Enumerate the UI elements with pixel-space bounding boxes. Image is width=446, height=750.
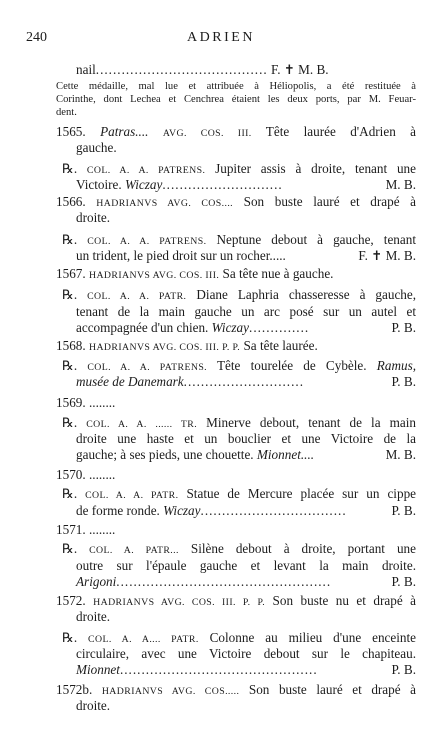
- obverse-legend: AVG. COS. III.: [162, 128, 252, 139]
- obverse-legend: HADRIANVS AVG. COS. III. P. P.: [88, 342, 241, 353]
- reverse-legend: COL. A. A. PATR.: [87, 291, 187, 302]
- reverse-legend: COL. A. A. PATRENS.: [87, 236, 207, 247]
- reverse-legend: COL. A. A. PATRENS.: [86, 165, 206, 176]
- obverse-legend: HADRIANVS AVG. COS.....: [101, 686, 240, 697]
- entry-1567-obverse: [56, 266, 333, 284]
- rarity-mark: F. ✝ M. B.: [358, 248, 416, 263]
- entry-1568-obverse: [56, 338, 318, 356]
- entry-number: 1572b.: [56, 682, 93, 697]
- entry-1572-reverse-cont2: [76, 662, 416, 678]
- entry-1568-reverse-cont: [76, 374, 416, 390]
- entry-number: 1567.: [56, 266, 86, 281]
- reverse-legend: COL. A. A. ...... TR.: [86, 419, 198, 430]
- reverse-description-cont: gauche; à ses pieds, une chouette.: [76, 447, 254, 462]
- entry-1570-reverse-cont: [76, 503, 416, 519]
- entry-top-line: [76, 62, 416, 78]
- page-header: [26, 30, 416, 50]
- entry-number: 1566.: [56, 194, 86, 209]
- leader-dots: ............................: [162, 177, 283, 192]
- rarity-mark: P. B.: [391, 574, 416, 589]
- rarity-mark: P. B.: [391, 662, 416, 677]
- obverse-description: Sa tête nue à gauche.: [222, 266, 334, 281]
- entry-number: 1572.: [56, 593, 86, 608]
- reverse-legend: COL. A. PATR...: [89, 545, 179, 556]
- source-ref: Mionnet....: [256, 447, 315, 462]
- reverse-legend: COL. A. A.... PATR.: [88, 634, 199, 645]
- entry-number: 1565.: [56, 124, 86, 139]
- reverse-mark: ℞.: [62, 358, 78, 373]
- obverse-legend: ........: [88, 395, 116, 410]
- reverse-description: Minerve debout, tenant de la main: [206, 415, 417, 430]
- entry-1565-reverse-cont: [76, 177, 416, 193]
- obverse-description: Son buste lauré et drapé à: [243, 194, 417, 209]
- leader-dots: ..................................: [200, 503, 347, 518]
- entry-number: 1569.: [56, 395, 86, 410]
- obverse-legend: HADRIANVS AVG. COS....: [96, 198, 234, 209]
- leader-dots: ..................................................: [116, 574, 332, 589]
- obverse-description: Son buste nu et drapé à: [272, 593, 416, 608]
- leader-dots: ..............................................: [119, 662, 318, 677]
- entry-1571-obverse: [56, 522, 115, 538]
- reverse-description-cont: Victoire.: [76, 177, 122, 192]
- obverse-description: Sa tête laurée.: [243, 338, 318, 353]
- obverse-description-cont: droite.: [76, 609, 111, 624]
- reverse-description: Jupiter assis à droite, tenant une: [215, 161, 416, 176]
- reverse-description-cont: tenant de la main gauche un arc posé sur un autel et: [76, 304, 416, 319]
- entry-1571-reverse: [62, 541, 416, 559]
- source-ref: Ramus,: [376, 358, 416, 373]
- entry-1569-reverse-cont2: [76, 447, 416, 463]
- reverse-mark: ℞.: [62, 287, 78, 302]
- entry-number: 1568.: [56, 338, 86, 353]
- rarity-mark: M. B.: [385, 177, 416, 192]
- reverse-description-cont: circulaire, avec une Victoire debout sur le chapiteau.: [76, 646, 416, 661]
- reverse-description: Diane Laphria chasseresse à gauche,: [196, 287, 417, 302]
- reverse-description-cont: un trident, le pied droit sur un rocher.....: [76, 248, 286, 263]
- leader-dots: ............................: [183, 374, 304, 389]
- entry-1567-reverse: [62, 287, 416, 305]
- source-ref: Wiczay: [163, 503, 201, 518]
- source-ref: Wiczay: [211, 320, 250, 335]
- entry-text: nail: [76, 62, 96, 77]
- entry-1569-obverse: [56, 395, 115, 411]
- obverse-legend: ........: [88, 522, 116, 537]
- obverse-description-cont: gauche.: [76, 140, 117, 155]
- city-name: Patras....: [100, 124, 149, 139]
- obverse-description: Son buste lauré et drapé à: [248, 682, 417, 697]
- reverse-description-cont: droite une haste et un bouclier et une Victoire de la: [76, 431, 416, 446]
- rarity-mark: P. B.: [391, 320, 416, 335]
- reverse-mark: ℞.: [62, 630, 78, 645]
- entry-1566-reverse-cont: [76, 248, 416, 264]
- leader-dots: ........................................: [95, 62, 268, 77]
- reverse-description: Colonne au milieu d'une enceinte: [209, 630, 417, 645]
- reverse-description: Statue de Mercure placée sur un cippe: [186, 486, 417, 501]
- reverse-description-cont: de forme ronde.: [76, 503, 160, 518]
- reverse-description: Neptune debout à gauche, tenant: [216, 232, 417, 247]
- rarity-mark: P. B.: [391, 374, 416, 389]
- footnote-line: Corinthe, dont Lechea et Cenchrea étaient les deux ports, par M. Feuar-: [56, 94, 416, 105]
- rarity-mark: M. B.: [385, 447, 416, 462]
- reverse-mark: ℞.: [62, 232, 78, 247]
- reverse-description-cont: accompagnée d'un chien.: [76, 320, 209, 335]
- rarity-mark: F. ✝ M. B.: [267, 62, 329, 77]
- reverse-mark: ℞.: [62, 161, 78, 176]
- obverse-description-cont: droite.: [76, 210, 111, 225]
- reverse-description-cont: outre sur l'épaule gauche et levant la main droite.: [76, 558, 416, 573]
- reverse-mark: ℞.: [62, 541, 78, 556]
- reverse-description: Tête tourelée de Cybèle.: [216, 358, 367, 373]
- obverse-legend: HADRIANVS AVG. COS. III. P. P.: [93, 597, 266, 608]
- entry-number: 1570.: [56, 467, 86, 482]
- source-ref: Mionnet: [76, 662, 120, 677]
- page-title: ADRIEN: [187, 30, 255, 45]
- reverse-mark: ℞.: [62, 415, 78, 430]
- entry-1570-reverse: [62, 486, 416, 504]
- leader-dots: ..............: [249, 320, 310, 335]
- reverse-legend: COL. A. A. PATRENS.: [87, 362, 208, 373]
- entry-1571-reverse-cont2: [76, 574, 416, 590]
- footnote-line: Cette médaille, mal lue et attribuée à Héliopolis, a été restituée à: [56, 81, 416, 92]
- entry-1570-obverse: [56, 467, 115, 483]
- reverse-description: Silène debout à droite, portant une: [190, 541, 416, 556]
- page-number: 240: [26, 30, 47, 45]
- rarity-mark: P. B.: [391, 503, 416, 518]
- source-ref: Arigoni: [76, 574, 117, 589]
- reverse-mark: ℞.: [62, 486, 78, 501]
- obverse-legend: ........: [88, 467, 116, 482]
- reverse-legend: COL. A. A. PATR.: [85, 490, 179, 501]
- entry-1567-reverse-cont2: [76, 320, 416, 336]
- footnote-line: dent.: [56, 107, 77, 118]
- source-ref: musée de Danemark: [76, 374, 184, 389]
- source-ref: Wiczay: [125, 177, 163, 192]
- obverse-description-cont: droite.: [76, 698, 111, 713]
- obverse-description: Tête laurée d'Adrien à: [265, 124, 417, 139]
- entry-number: 1571.: [56, 522, 86, 537]
- obverse-legend: HADRIANVS AVG. COS. III.: [88, 270, 220, 281]
